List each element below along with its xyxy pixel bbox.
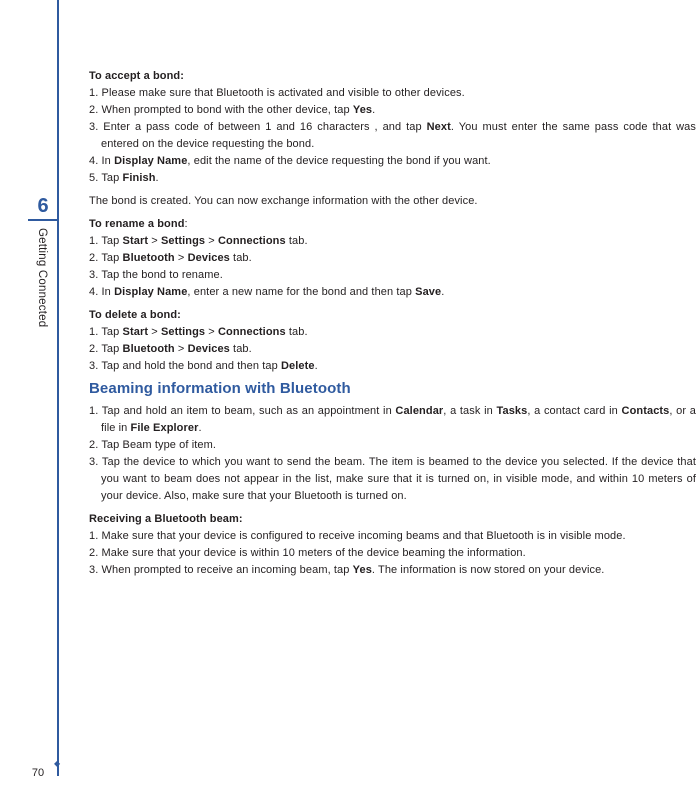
list-item: 2. Make sure that your device is within 10 meters of the device beaming the information.	[89, 547, 526, 559]
list-item: 2. When prompted to bond with the other device, tap Yes.	[89, 104, 376, 116]
receiving-heading: Receiving a Bluetooth beam:	[89, 513, 243, 525]
list-item: 3. Enter a pass code of between 1 and 16 characters , and tap Next. You must enter the same pass code that was entered on the device requesting the bond.	[89, 121, 696, 150]
list-item: 2. Tap Beam type of item.	[89, 439, 217, 451]
list-item: 3. Tap the bond to rename.	[89, 269, 223, 281]
list-item: 1. Tap and hold an item to beam, such as an appointment in Calendar, a task in Tasks, a contact card in Contacts, or a file in File Explorer.	[89, 405, 696, 434]
list-item: 1. Tap Start > Settings > Connections tab.	[89, 326, 308, 338]
accept-bond-result: The bond is created. You can now exchange information with the other device.	[89, 195, 478, 207]
list-item: 2. Tap Bluetooth > Devices tab.	[89, 252, 252, 264]
chapter-title: Getting Connected	[36, 228, 48, 328]
list-item: 3. Tap and hold the bond and then tap Delete.	[89, 360, 318, 372]
chapter-number: 6	[37, 195, 49, 217]
list-item: 3. When prompted to receive an incoming beam, tap Yes. The information is now stored on your device.	[89, 564, 605, 576]
rename-bond-heading: To rename a bond:	[89, 218, 188, 230]
list-item: 1. Make sure that your device is configured to receive incoming beams and that Bluetooth is in visible mode.	[89, 530, 626, 542]
list-item: 1. Please make sure that Bluetooth is activated and visible to other devices.	[89, 87, 465, 99]
page-number: 70	[31, 767, 45, 779]
diamond-icon: ◆	[54, 759, 61, 768]
list-item: 2. Tap Bluetooth > Devices tab.	[89, 343, 252, 355]
chapter-tick	[28, 219, 57, 221]
list-item: 1. Tap Start > Settings > Connections tab.	[89, 235, 308, 247]
sidebar-rule	[57, 0, 59, 776]
list-item: 4. In Display Name, enter a new name for the bond and then tap Save.	[89, 286, 445, 298]
accept-bond-heading: To accept a bond:	[89, 70, 185, 82]
delete-bond-heading: To delete a bond:	[89, 309, 181, 321]
page-content	[89, 68, 696, 579]
list-item: 5. Tap Finish.	[89, 172, 159, 184]
list-item: 4. In Display Name, edit the name of the device requesting the bond if you want.	[89, 155, 491, 167]
list-item: 3. Tap the device to which you want to send the beam. The item is beamed to the device you selected. If the device that you want to beam does not appear in the list, make sure that it is turned on, in visible mode, and within 10 meters of your device. Also, make sure that your Bluetooth is turned on.	[89, 456, 696, 502]
section-title: Beaming information with Bluetooth	[89, 380, 351, 397]
